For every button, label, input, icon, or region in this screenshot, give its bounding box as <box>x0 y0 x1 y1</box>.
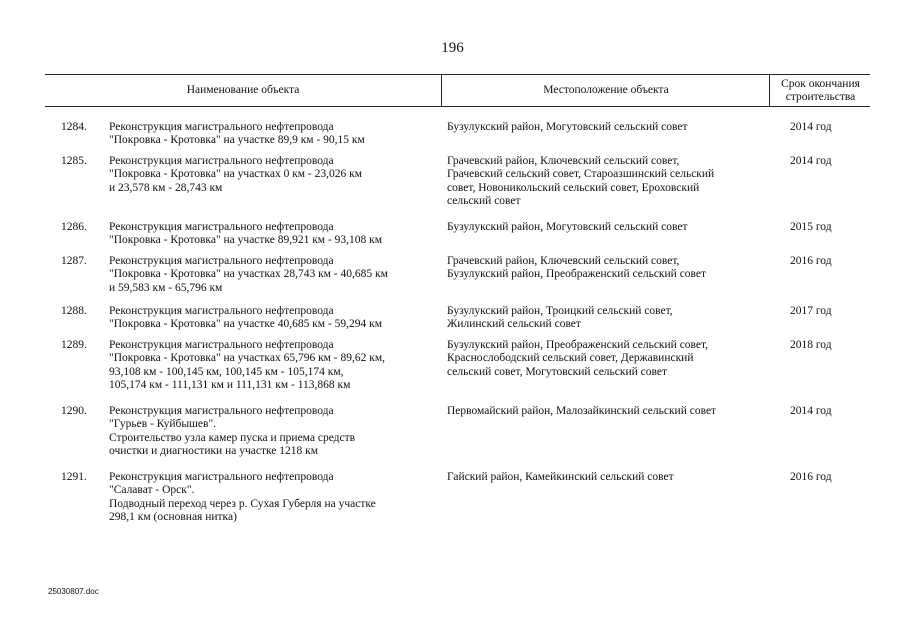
object-name-line: "Покровка - Кротовка" на участке 89,9 км - 90,15 км <box>109 134 365 147</box>
object-name-line: Реконструкция магистрального нефтепровода <box>109 471 334 483</box>
object-location-line: Бузулукский район, Преображенский сельский совет, <box>447 339 709 351</box>
object-name <box>109 405 444 458</box>
object-name-line: Реконструкция магистрального нефтепровода <box>109 405 334 417</box>
object-location-line: Бузулукский район, Преображенский сельский совет <box>447 268 707 281</box>
table-row <box>45 401 870 467</box>
table-row <box>45 217 870 251</box>
table-header <box>45 74 870 107</box>
row-number: 1286. <box>61 221 87 233</box>
row-number: 1287. <box>61 255 87 267</box>
header-completion-line: Срок окончания <box>781 77 860 90</box>
object-location <box>447 121 767 134</box>
header-completion-line: строительства <box>785 90 856 103</box>
completion-year: 2014 год <box>790 155 832 167</box>
object-name-line: "Покровка - Кротовка" на участках 65,796 км - 89,62 км, <box>109 352 385 365</box>
object-location-line: Гайский район, Камейкинский сельский совет <box>447 471 674 483</box>
completion-year: 2017 год <box>790 305 832 317</box>
table-row <box>45 335 870 401</box>
completion-year: 2014 год <box>790 405 832 417</box>
object-name <box>109 339 444 392</box>
object-name-line: "Покровка - Кротовка" на участке 89,921 км - 93,108 км <box>109 234 383 247</box>
table-row <box>45 467 870 533</box>
object-name-line: Строительство узла камер пуска и приема средств <box>109 431 356 444</box>
table-body <box>45 117 870 533</box>
object-name-line: "Покровка - Кротовка" на участке 40,685 км - 59,294 км <box>109 318 383 331</box>
object-location-line: Бузулукский район, Могутовский сельский совет <box>447 121 688 133</box>
object-name-line: Подводный переход через р. Сухая Губерля на участке <box>109 497 376 510</box>
object-location-line: совет, Новоникольский сельский совет, Ероховский <box>447 181 700 194</box>
row-number: 1285. <box>61 155 87 167</box>
object-name-line: и 23,578 км - 28,743 км <box>109 181 223 194</box>
page-number: 196 <box>441 40 464 56</box>
object-name-line: "Покровка - Кротовка" на участках 28,743 км - 40,685 км <box>109 268 388 281</box>
object-name-line: очистки и диагностики на участке 1218 км <box>109 444 319 457</box>
completion-year: 2015 год <box>790 221 832 233</box>
object-location <box>447 305 767 332</box>
row-number: 1291. <box>61 471 87 483</box>
object-location-line: Грачевский район, Ключевский сельский совет, <box>447 255 680 267</box>
object-name <box>109 305 444 332</box>
object-name-line: 298,1 км (основная нитка) <box>109 510 237 523</box>
completion-year: 2014 год <box>790 121 832 133</box>
object-location-line: Бузулукский район, Могутовский сельский совет <box>447 221 688 233</box>
row-number: 1284. <box>61 121 87 133</box>
object-name <box>109 471 444 524</box>
object-location <box>447 339 767 379</box>
object-name-line: Реконструкция магистрального нефтепровода <box>109 255 334 267</box>
object-location-line: Бузулукский район, Троицкий сельский совет, <box>447 305 673 317</box>
object-name-line: "Гурьев - Куйбышев". <box>109 418 217 431</box>
object-location-line: сельский совет, Могутовский сельский совет <box>447 365 668 378</box>
row-number: 1290. <box>61 405 87 417</box>
object-location <box>447 255 767 282</box>
completion-year: 2018 год <box>790 339 832 351</box>
object-location-line: Грачевский район, Ключевский сельский совет, <box>447 155 680 167</box>
header-completion <box>769 75 871 106</box>
row-number: 1289. <box>61 339 87 351</box>
header-location: Местоположение объекта <box>441 75 770 106</box>
object-name <box>109 221 444 248</box>
object-name-line: 93,108 км - 100,145 км, 100,145 км - 105,174 км, <box>109 365 344 378</box>
object-name <box>109 255 444 295</box>
object-name-line: и 59,583 км - 65,796 км <box>109 281 223 294</box>
table-row <box>45 301 870 335</box>
object-location <box>447 405 767 418</box>
table-row <box>45 151 870 217</box>
object-name-line: Реконструкция магистрального нефтепровода <box>109 155 334 167</box>
object-name <box>109 155 444 195</box>
completion-year: 2016 год <box>790 255 832 267</box>
object-name <box>109 121 444 148</box>
object-name-line: "Покровка - Кротовка" на участках 0 км - 23,026 км <box>109 168 362 181</box>
object-name-line: "Салават - Орск". <box>109 484 195 497</box>
object-location <box>447 155 767 208</box>
object-name-line: Реконструкция магистрального нефтепровода <box>109 221 334 233</box>
object-location <box>447 221 767 234</box>
row-number: 1288. <box>61 305 87 317</box>
table-row <box>45 117 870 151</box>
object-location-line: Грачевский сельский совет, Староазшинский сельский <box>447 168 715 181</box>
completion-year: 2016 год <box>790 471 832 483</box>
object-name-line: Реконструкция магистрального нефтепровода <box>109 339 334 351</box>
object-location-line: Первомайский район, Малозайкинский сельский совет <box>447 405 717 417</box>
header-name: Наименование объекта <box>186 84 300 96</box>
object-location-line: Краснослободский сельский совет, Державинский <box>447 352 694 365</box>
footer-filename: 25030807.doc <box>48 587 99 596</box>
object-name-line: Реконструкция магистрального нефтепровода <box>109 121 334 133</box>
table-row <box>45 251 870 301</box>
object-location-line: Жилинский сельский совет <box>447 318 581 331</box>
object-location <box>447 471 767 484</box>
object-location-line: сельский совет <box>447 194 521 207</box>
object-name-line: Реконструкция магистрального нефтепровода <box>109 305 334 317</box>
object-name-line: 105,174 км - 111,131 км и 111,131 км - 113,868 км <box>109 378 351 391</box>
